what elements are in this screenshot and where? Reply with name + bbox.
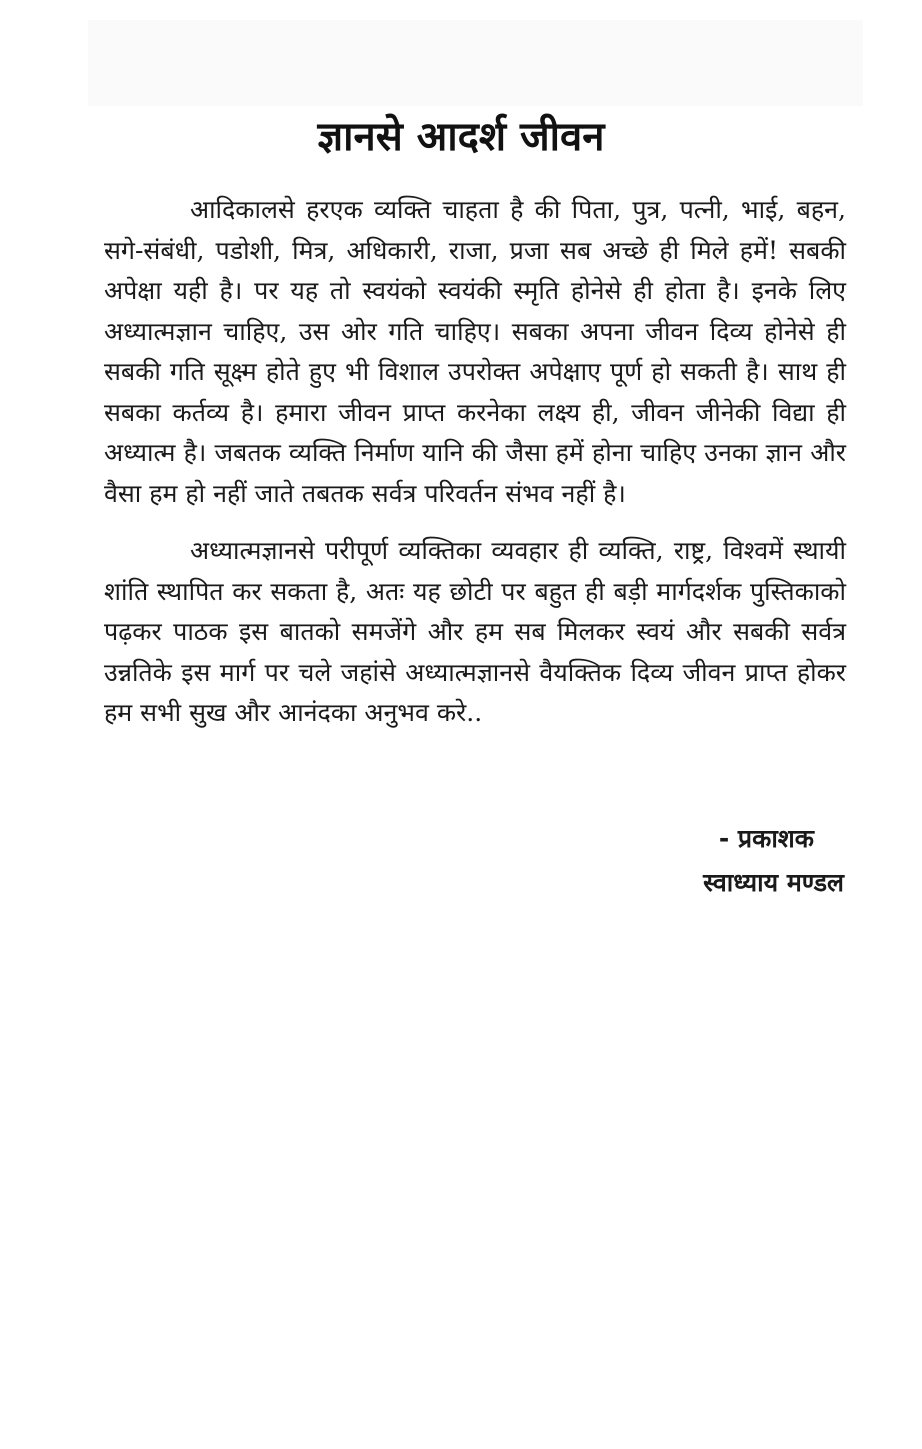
paragraph-1: आदिकालसे हरएक व्यक्ति चाहता है की पिता, पुत्र, पत्नी, भाई, बहन, सगे-संबंधी, पडोशी, मित्र, अधिकारी, राजा, प्रजा सब अच्छे ही मिले हमें! सबकी अपेक्षा यही है। पर यह तो स्वयंको स्वयंकी स्मृति होनेसे ही होता है। इनके लिए अध्यात्मज्ञान चाहिए, उस ओर गति चाहिए। सबका अपना जीवन दिव्य होनेसे ही सबकी गति सूक्ष्म होते हुए भी विशाल उपरोक्त अपेक्षाए पूर्ण हो सकती है। साथ ही सबका कर्तव्य है। हमारा जीवन प्राप्त करनेका लक्ष्य ही, जीवन जीनेकी विद्या ही अध्यात्म है। जबतक व्यक्ति निर्माण यानि की जैसा हमें होना चाहिए उनका ज्ञान और वैसा हम हो नहीं जाते तबतक सर्वत्र परिवर्तन संभव नहीं है।	[104, 195, 846, 508]
paragraph-2: अध्यात्मज्ञानसे परीपूर्ण व्यक्तिका व्यवहार ही व्यक्ति, राष्ट्र, विश्वमें स्थायी शांति स्थापित कर सकता है, अतः यह छोटी पर बहुत ही बड़ी मार्गदर्शक पुस्तिकाको पढ़कर पाठक इस बातको समजेंगे और हम सब मिलकर स्वयं और सबकी सर्वत्र उन्नतिके इस मार्ग पर चले जहांसे अध्यात्मज्ञानसे वैयक्तिक दिव्य जीवन प्राप्त होकर हम सभी सुख और आनंदका अनुभव करे..	[104, 536, 846, 727]
signature-organization: स्वाध्याय मण्डल	[703, 868, 844, 897]
body-text	[104, 190, 846, 734]
top-header-band	[88, 20, 863, 106]
page-title: ज्ञानसे आदर्श जीवन	[317, 114, 605, 160]
signature-block	[703, 817, 844, 905]
signature-role: - प्रकाशक	[718, 824, 814, 853]
